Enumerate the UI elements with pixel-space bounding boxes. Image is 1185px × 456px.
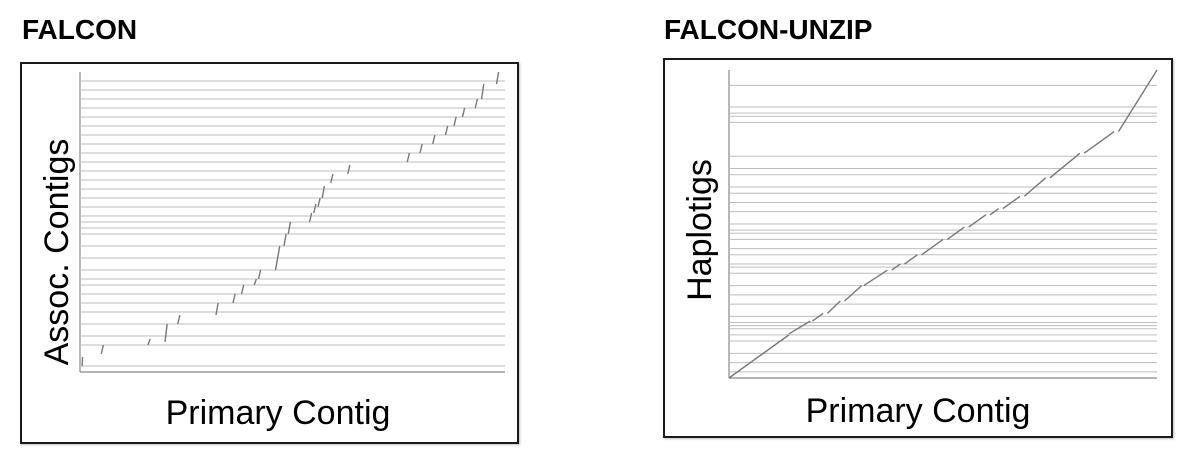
falcon-x-axis-label: Primary Contig	[165, 394, 391, 432]
falcon-unzip-x-axis-label: Primary Contig	[805, 392, 1031, 430]
falcon-alignment-segment-6	[233, 294, 235, 303]
falcon-alignment-segment-27	[497, 72, 499, 84]
falcon-alignment-segment-14	[314, 204, 316, 213]
falcon-chart-panel	[20, 62, 519, 444]
falcon-unzip-alignment-segment-10	[969, 215, 986, 227]
falcon-alignment-segment-7	[242, 285, 244, 294]
falcon-alignment-segment-16	[322, 186, 324, 198]
falcon-alignment-segment-24	[463, 108, 465, 117]
falcon-alignment-segment-1	[101, 345, 103, 354]
falcon-y-axis-label: Assoc. Contigs	[38, 138, 76, 366]
falcon-unzip-alignment-segment-5	[864, 270, 888, 285]
falcon-alignment-segment-20	[420, 144, 422, 153]
falcon-alignment-segment-3	[165, 324, 167, 342]
falcon-unzip-y-axis-label: Haplotigs	[681, 159, 719, 301]
falcon-alignment-segment-21	[433, 135, 435, 144]
falcon-unzip-alignment-segment-8	[922, 239, 943, 254]
falcon-alignment-segment-5	[216, 303, 218, 315]
falcon-alignment-segment-19	[407, 153, 409, 162]
falcon-alignment-segment-22	[446, 126, 448, 135]
falcon-alignment-segment-9	[259, 270, 261, 279]
falcon-alignment-segment-2	[148, 339, 150, 345]
falcon-unzip-chart-panel	[663, 58, 1173, 438]
falcon-alignment-segment-4	[178, 315, 180, 324]
falcon-alignment-segment-8	[254, 279, 256, 285]
falcon-unzip-alignment-segment-4	[845, 286, 862, 301]
falcon-unzip-alignment-segment-7	[904, 255, 917, 264]
falcon-unzip-alignment-segment-14	[1050, 153, 1080, 178]
falcon-unzip-alignment-segment-2	[812, 313, 823, 321]
falcon-unzip-chart-title: FALCON-UNZIP	[664, 14, 873, 45]
falcon-unzip-dotplot	[665, 60, 1171, 436]
falcon-unzip-alignment-segment-15	[1084, 132, 1114, 154]
falcon-alignment-segment-17	[331, 174, 333, 183]
falcon-alignment-segment-11	[284, 234, 286, 246]
falcon-alignment-segment-23	[454, 117, 456, 126]
falcon-dotplot	[22, 64, 517, 442]
falcon-alignment-segment-26	[482, 84, 484, 99]
falcon-alignment-segment-18	[348, 165, 350, 174]
falcon-alignment-segment-25	[475, 99, 477, 108]
falcon-alignment-segment-15	[318, 198, 320, 207]
falcon-chart-title: FALCON	[22, 14, 138, 45]
falcon-unzip-alignment-segment-3	[827, 301, 840, 313]
falcon-alignment-segment-13	[310, 213, 312, 222]
